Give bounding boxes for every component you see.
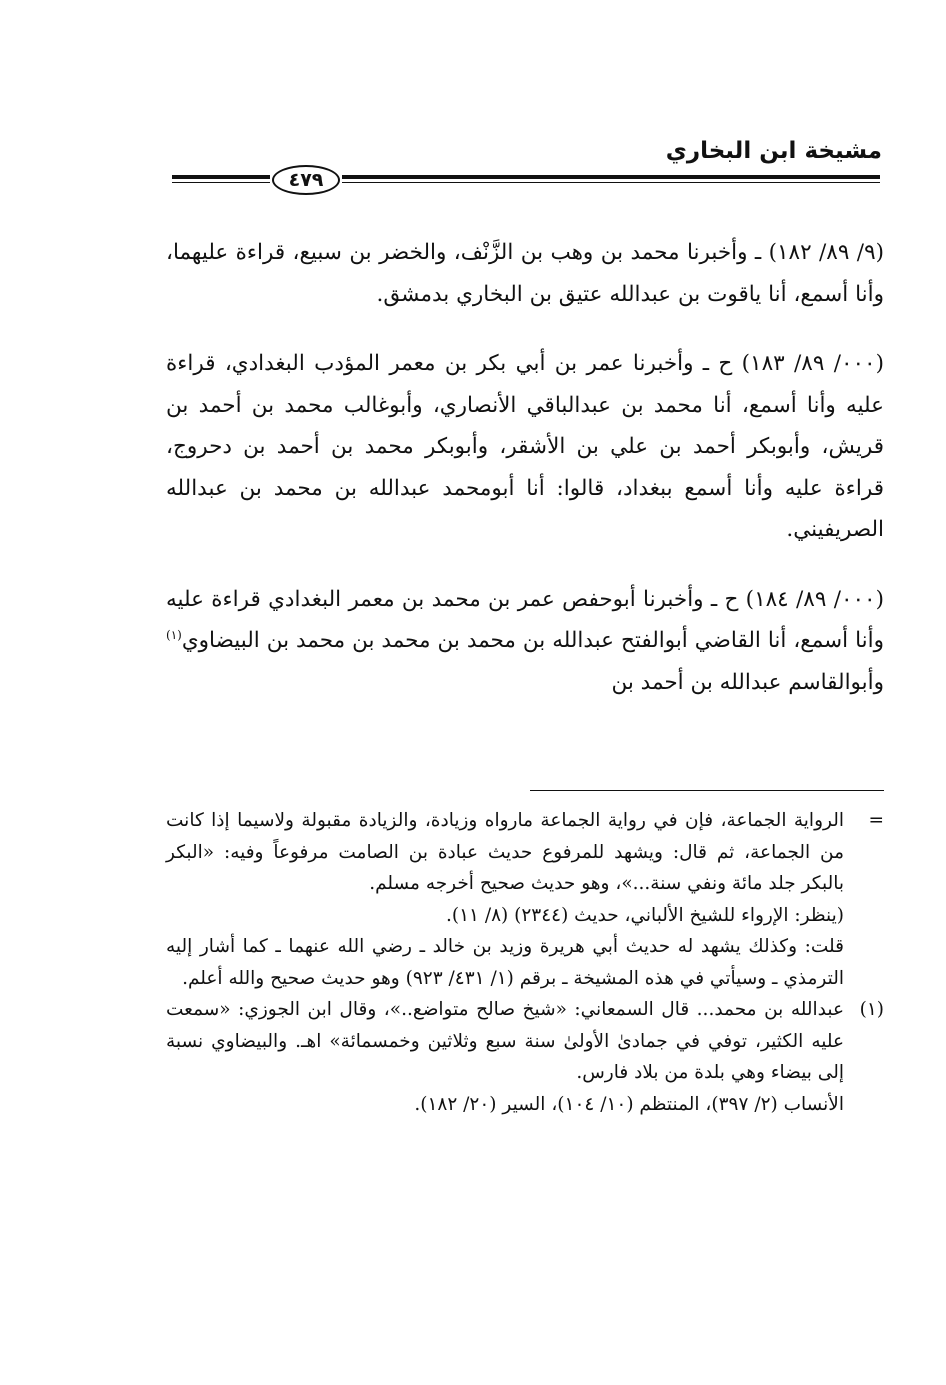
footnote-1 (166, 994, 884, 1120)
footnote-marker: (١) (859, 999, 884, 1020)
header-rule-thin-left (172, 182, 270, 183)
paragraph: (٩/ ٨٩/ ١٨٢) ـ وأخبرنا محمد بن وهب بن الزَّنْف، والخضر بن سبيع، قراءة عليهما، وأنا أسمع، أنا ياقوت بن عبدالله عتيق بن البخاري بدمشق. (166, 240, 885, 307)
paragraph-text: (٠٠٠/ ٨٩/ ١٨٤) ح ـ وأخبرنا أبوحفص عمر بن محمد بن معمر البغدادي قراءة عليه وأنا أسمع، أنا القاضي أبوالفتح عبدالله بن محمد بن محمد بن محمد بن البيضاوي (166, 586, 884, 653)
main-text (166, 232, 884, 731)
footnote-line: قلت: وكذلك يشهد له حديث أبي هريرة وزيد بن خالد ـ رضي الله عنهما ـ كما أشار إليه الترمذي ـ وسيأتي في هذه المشيخة ـ برقم (١/ ٤٣١/ ٩٢٣) وهو حديث صحيح والله أعلم. (166, 936, 844, 989)
footnote-line: الأنساب (٢/ ٣٩٧)، المنتظم (١٠/ ١٠٤)، السير (٢٠/ ١٨٢). (414, 1093, 844, 1115)
header-rule-thick (342, 175, 880, 179)
footnote-line: عبدالله بن محمد... قال السمعاني: «شيخ صالح متواضع..»، وقال ابن الجوزي: «سمعت عليه الكثير، توفي في جمادىٰ الأولىٰ سنة سبع وثلاثين وخمسمائة» اهـ. والبيضاوي نسبة إلى بيضاء وهي بلدة من بلاد فارس. (166, 999, 844, 1083)
paragraph (166, 579, 884, 704)
running-header-title: مشيخة ابن البخاري (665, 138, 882, 164)
paragraph-text: وأبوالقاسم عبدالله بن أحمد بن (611, 669, 884, 695)
footnote-continued (166, 805, 884, 994)
footnotes (166, 805, 884, 1120)
footnote-separator (530, 790, 884, 791)
footnote-reference: (١) (166, 627, 182, 642)
footnote-marker: = (868, 810, 884, 831)
page-number: ٤٧٩ (272, 165, 340, 195)
header-rule-thick-left (172, 175, 270, 179)
header-rule-thin (342, 182, 880, 183)
paragraph: (٠٠٠/ ٨٩/ ١٨٣) ح ـ وأخبرنا عمر بن أبي بكر بن معمر المؤدب البغدادي، قراءة عليه وأنا أسمع، أنا محمد بن عبدالباقي الأنصاري، وأبوغالب محمد بن أحمد بن قريش، وأبوبكر أحمد بن علي بن الأشقر، وأبوبكر محمد بن أحمد بن دحروج، قراءة عليه وأنا أسمع ببغداد، قالوا: أنا أبومحمد عبدالله بن محمد بن عبدالله الصريفيني. (166, 351, 884, 542)
footnote-line: (ينظر: الإرواء للشيخ الألباني، حديث (٢٣٤٤) (٨/ ١١). (445, 904, 844, 926)
footnote-line: الرواية الجماعة، فإن في رواية الجماعة مارواه وزيادة، والزيادة مقبولة ولاسيما إذا كانت من الجماعة، ثم قال: ويشهد للمرفوع حديث عبادة بن الصامت مرفوعاً وفيه: «البكر بالبكر جلد مائة ونفي سنة...»، وهو حديث صحيح أخرجه مسلم. (166, 810, 844, 894)
